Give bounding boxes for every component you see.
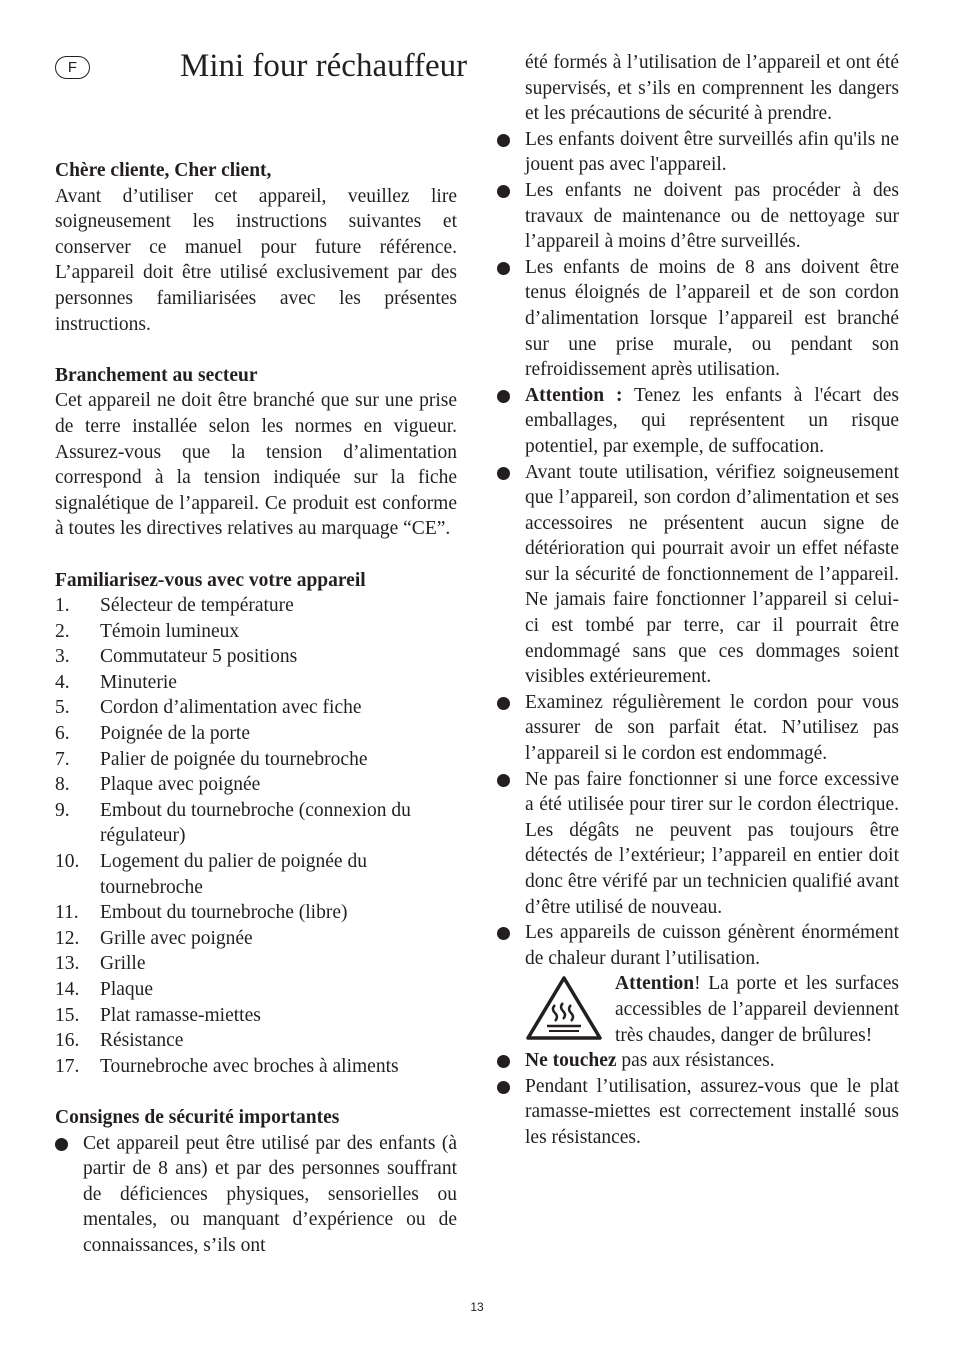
parts-list: [55, 593, 457, 1079]
list-item: 9. Embout du tournebroche (connexion du régulateur): [55, 799, 411, 847]
list-item: 6. Poignée de la porte: [55, 723, 250, 745]
list-item: Les enfants de moins de 8 ans doivent être tenus éloignés de l’appareil et de son cordon d’alimentation lorsque l’appareil est branché sur une prise murale, ou pendant son refroidissement après utilisation.: [497, 255, 899, 383]
list-item: Les enfants doivent être surveillés afin qu'ils ne jouent pas avec l'appareil.: [497, 127, 899, 178]
language-badge: F: [55, 56, 90, 79]
bullet-icon: [497, 185, 510, 198]
list-item: 3. Commutateur 5 positions: [55, 646, 298, 668]
mains-section: [55, 363, 457, 542]
mains-text: Cet appareil ne doit être branché que sur une prise de terre installée selon les normes en vigueur. Assurez-vous que la tension d’alimentation correspond à la tension indiquée sur la fiche signalétique de l’appareil. Ce produit est conforme à toutes les directives relatives au marquage “CE”.: [55, 390, 457, 540]
list-item: 13. Grille: [55, 953, 146, 975]
bullet-icon: [497, 390, 510, 403]
safety-heading: Consignes de sécurité importantes: [55, 1106, 340, 1128]
right-column: [497, 0, 899, 1151]
list-item: 15. Plat ramasse-miettes: [55, 1004, 261, 1026]
list-item: Attention : Tenez les enfants à l'écart des emballages, qui représentent un risque potentiel, par exemple, de suffocation.: [497, 383, 899, 460]
list-item: 14. Plaque: [55, 979, 154, 1000]
list-item: 1. Sélecteur de température: [55, 595, 294, 617]
safety-list-end: [497, 1048, 899, 1150]
bullet-icon: [497, 774, 510, 787]
list-item: 10. Logement du palier de poignée du tournebroche: [55, 851, 367, 898]
bullet-icon: [497, 467, 510, 480]
list-item: Ne pas faire fonctionner si une force excessive a été utilisée pour tirer sur le cordon électrique. Les dégâts ne peuvent pas toujours être détectés de l’extérieur; l’appareil en entier doit donc être vérifé par un technicien qualifié avant d’être utilisé de nouveau.: [497, 767, 899, 921]
list-item: 7. Palier de poignée du tournebroche: [55, 748, 368, 770]
list-item: 17. Tournebroche avec broches à aliments: [55, 1055, 399, 1077]
safety-section: [55, 1105, 457, 1259]
bullet-icon: [497, 262, 510, 275]
warning-text: ! La porte et les surfaces accessibles de l’appareil deviennent très chaudes, danger de brûlures!: [615, 973, 899, 1046]
warning-bold: Attention: [615, 973, 695, 995]
list-item: 8. Plaque avec poignée: [55, 774, 261, 796]
parts-section: [55, 568, 457, 1080]
list-item: Pendant l’utilisation, assurez-vous que le plat ramasse-miettes est correctement installé sous les résistances.: [497, 1074, 899, 1151]
parts-heading: Familiarisez-vous avec votre appareil: [55, 569, 366, 591]
hot-surface-warning-icon: [525, 975, 603, 1041]
intro-section: [55, 158, 457, 337]
left-column: [55, 0, 457, 1259]
bullet-icon: [55, 1138, 68, 1151]
bullet-icon: [497, 927, 510, 940]
list-item: 5. Cordon d’alimentation avec fiche: [55, 697, 362, 719]
page-number: 13: [470, 1300, 484, 1314]
list-item: 12. Grille avec poignée: [55, 927, 253, 949]
bullet-icon: [497, 134, 510, 147]
safety-list: [497, 127, 899, 972]
list-item: Les enfants ne doivent pas procéder à des travaux de maintenance ou de nettoyage sur l’appareil à moins d’être surveillés.: [497, 178, 899, 255]
bullet-icon: [497, 697, 510, 710]
page-title: Mini four réchauffeur: [180, 48, 468, 84]
intro-text: Avant d’utiliser cet appareil, veuillez lire soigneusement les instructions suivantes et conserver ce manuel pour future référence. L’appareil doit être utilisé exclusivement par des personnes familiarisées avec les présentes instructions.: [55, 185, 457, 335]
list-item: Les appareils de cuisson génèrent énormément de chaleur durant l’utilisation.: [497, 920, 899, 971]
list-item: 11. Embout du tournebroche (libre): [55, 902, 348, 924]
mains-heading: Branchement au secteur: [55, 364, 258, 386]
hot-surface-warning: [497, 971, 899, 1048]
safety-continuation: été formés à l’utilisation de l’appareil et ont été supervisés, et s’ils en comprennent les dangers et les précautions de sécurité à prendre.: [525, 52, 899, 125]
bullet-icon: [497, 1055, 510, 1068]
list-item: 2. Témoin lumineux: [55, 620, 240, 642]
intro-heading: Chère cliente, Cher client,: [55, 160, 272, 181]
list-item: Examinez régulièrement le cordon pour vous assurer de son parfait état. N’utilisez pas l’appareil si le cordon est endommagé.: [497, 690, 899, 767]
list-item: Cet appareil peut être utilisé par des enfants (à partir de 8 ans) et par des personnes souffrant de déficiences physiques, sensorielles ou mentales, ou manquant d’expérience ou de connaissances, s’ils ont: [55, 1131, 457, 1259]
list-item: Avant toute utilisation, vérifiez soigneusement que l’appareil, son cordon d’alimentation et ses accessoires ne présentent aucun signe de détérioration qui pourrait avoir un effet néfaste sur la sécurité de fonctionnement de l’appareil. Ne jamais faire fonctionner l’appareil si celui-ci est tombé par terre, car il pourrait être endommagé sans que ces dommages soient visibles extérieurement.: [497, 460, 899, 690]
safety-list-start: [55, 1131, 457, 1259]
bullet-icon: [497, 1081, 510, 1094]
list-item: 4. Minuterie: [55, 671, 177, 693]
list-item: 16. Résistance: [55, 1030, 184, 1052]
list-item: Ne touchez pas aux résistances.: [497, 1048, 899, 1074]
